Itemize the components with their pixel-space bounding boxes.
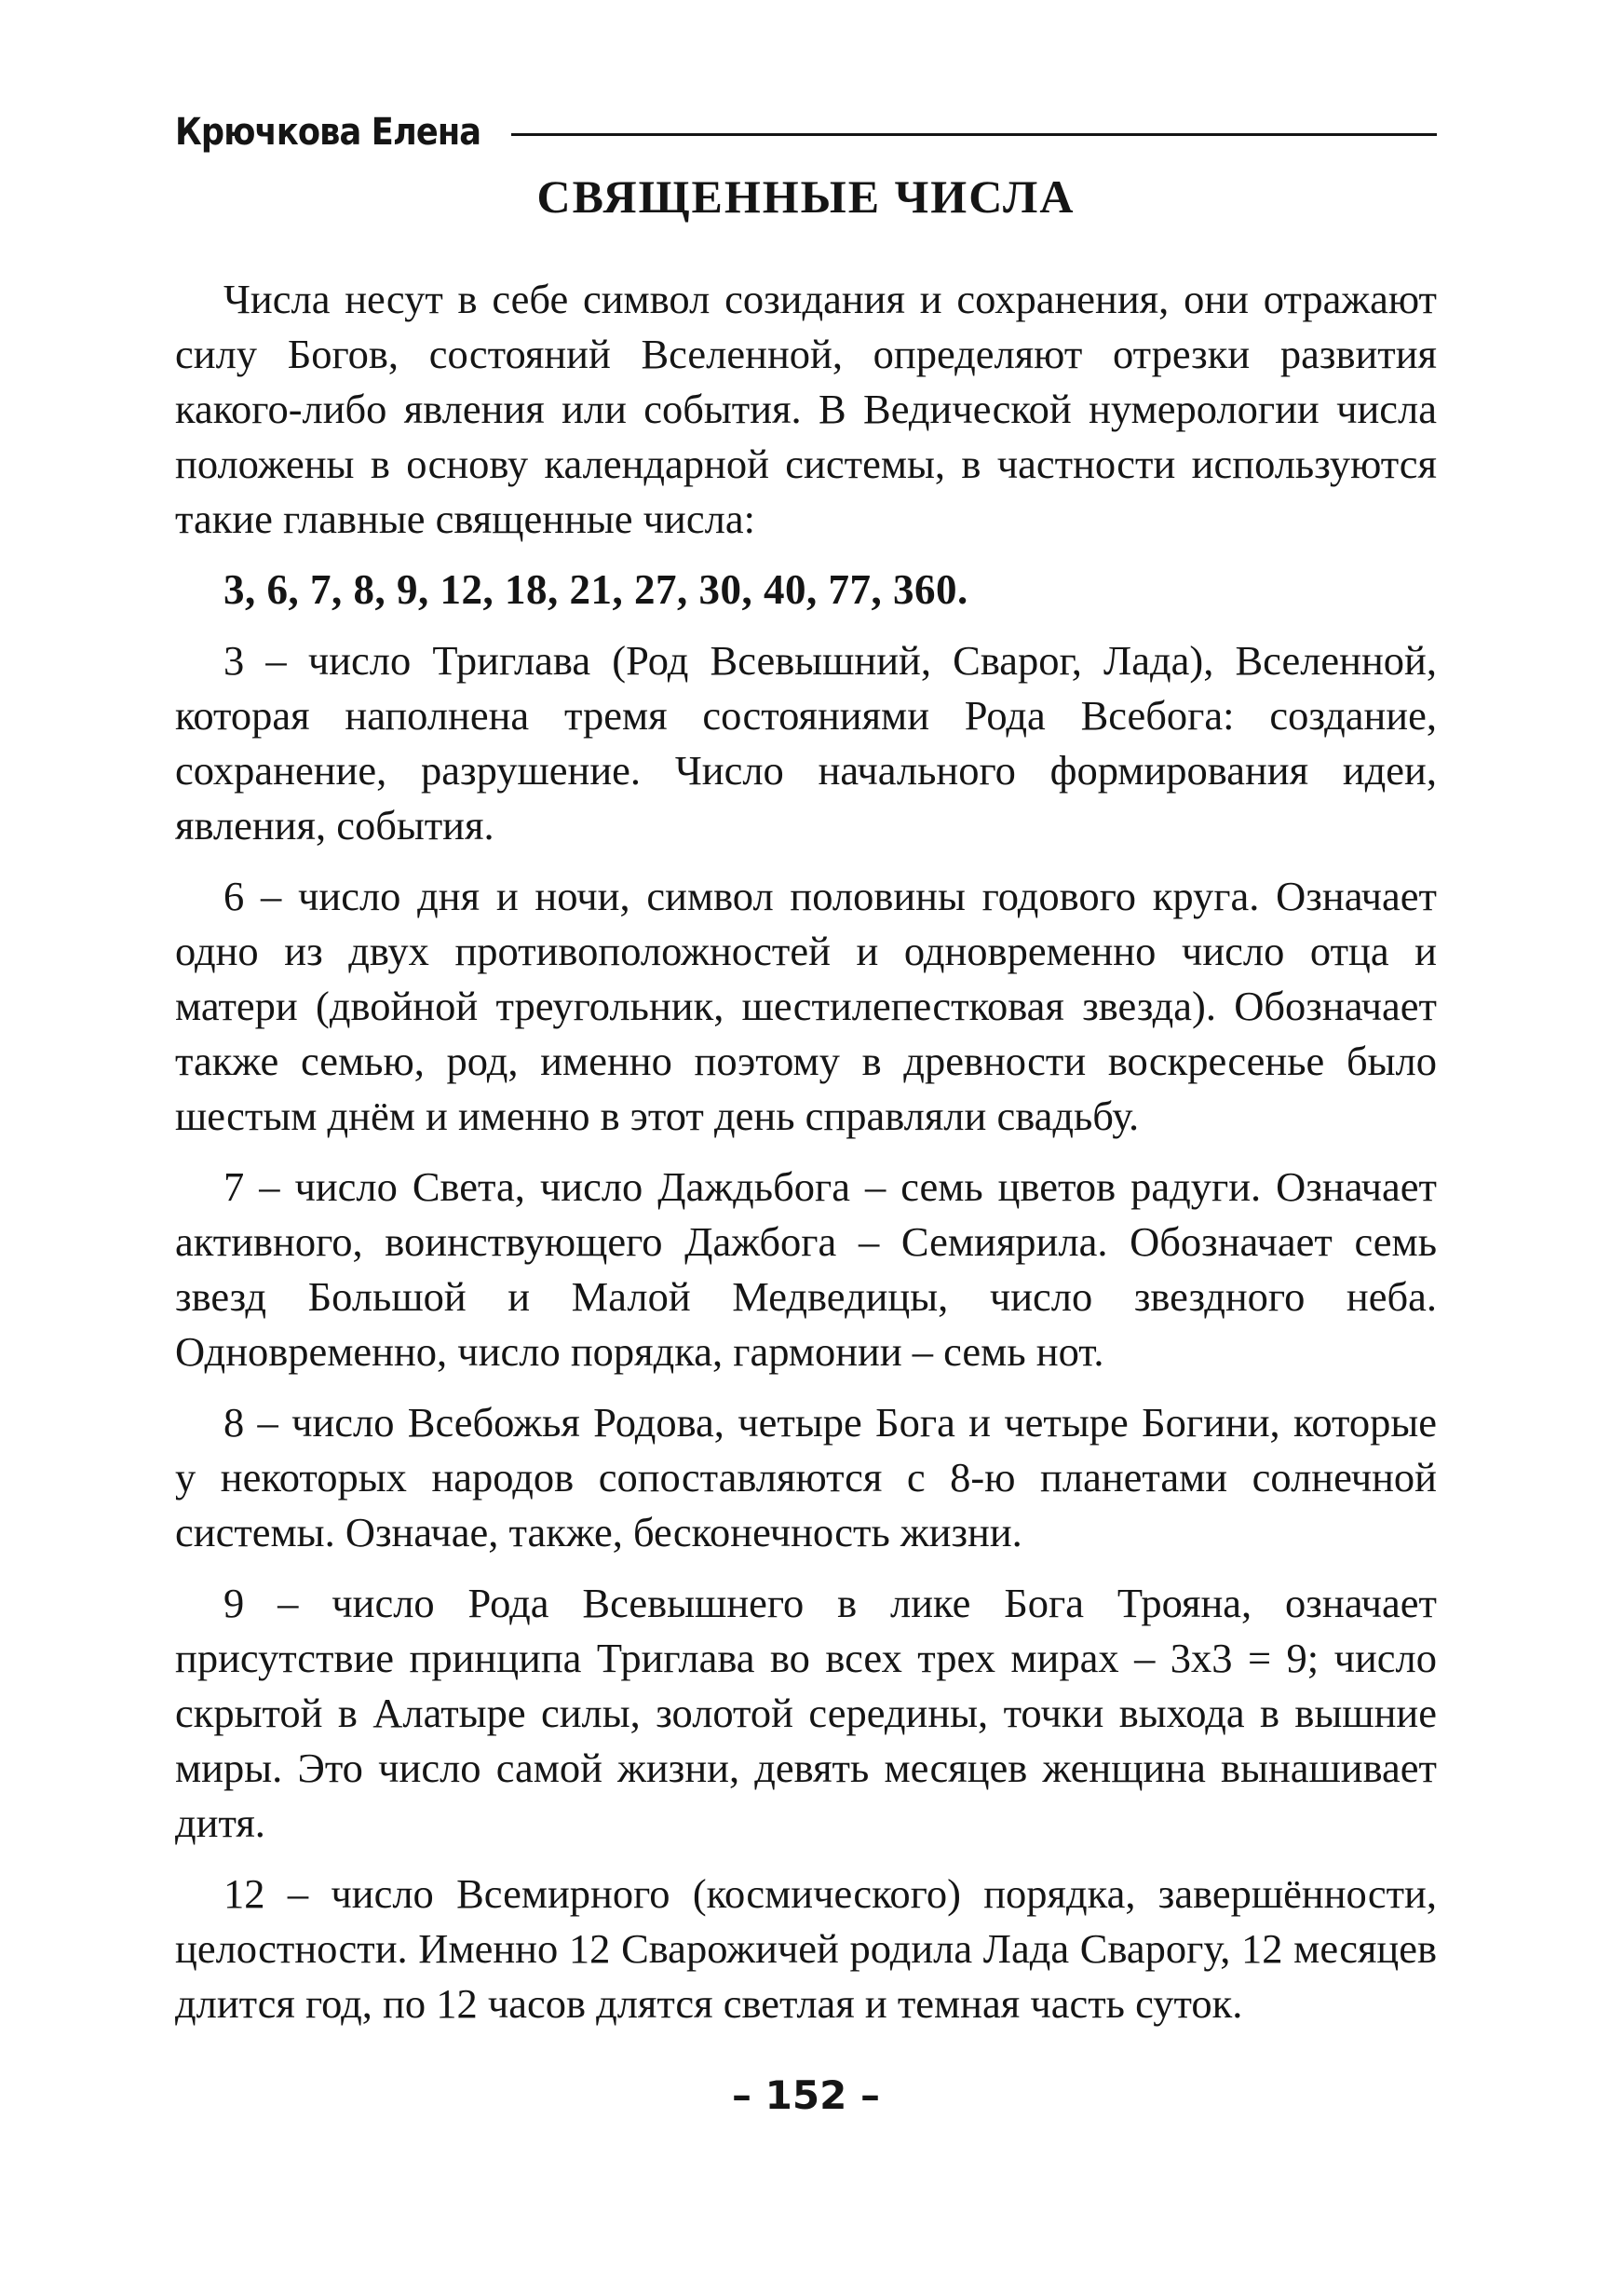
page-title: СВЯЩЕННЫЕ ЧИСЛА <box>536 170 1076 223</box>
running-header <box>175 104 1437 160</box>
paragraph-number-7: 7 – число Света, число Даждьбога – семь цветов радуги. Означает активного, воинствующего Дажбога – Семиярила. Обозначает семь звезд Большой и Малой Медведицы, число звездного неба. Одновременно, число порядка, гармонии – семь нот. <box>175 1163 1437 1375</box>
paragraph-intro: Числа несут в себе символ созидания и сохранения, они отражают силу Богов, состояний Вселенной, определяют отрезки развития какого-либо явления или события. В Ведической нумерологии числа положены в основу календарной системы, в частности используются такие главные священные числа: <box>175 276 1437 542</box>
header-rule <box>511 133 1437 136</box>
sacred-numbers-list: 3, 6, 7, 8, 9, 12, 18, 21, 27, 30, 40, 77, 360. <box>223 566 968 613</box>
body-text <box>175 272 1437 2047</box>
paragraph-number-9: 9 – число Рода Всевышнего в лике Бога Трояна, означает присутствие принципа Триглава во всех трех мирах – 3х3 = 9; число скрытой в Алатыре силы, золотой середины, точки выхода в вышние миры. Это число самой жизни, девять месяцев женщина вынашивает дитя. <box>175 1580 1437 1846</box>
paragraph-number-12: 12 – число Всемирного (космического) порядка, завершённости, целостности. Именно 12 Сварожичей родила Лада Сварогу, 12 месяцев длится год, по 12 часов длятся светлая и темная часть суток. <box>175 1870 1437 2027</box>
paragraph-number-8: 8 – число Всебожья Родова, четыре Бога и четыре Богини, которые у некоторых народов сопоставляются с 8-ю планетами солнечной системы. Означае, также, бесконечность жизни. <box>175 1399 1437 1555</box>
author-name: Крючкова Елена <box>175 111 481 154</box>
paragraph-number-3: 3 – число Триглава (Род Всевышний, Сварог, Лада), Вселенной, которая наполнена тремя состояниями Рода Всебога: создание, сохранение, разрушение. Число начального формирования идеи, явления, события. <box>175 637 1437 849</box>
page-number: – 152 – <box>732 2072 880 2118</box>
paragraph-number-6: 6 – число дня и ночи, символ половины годового круга. Означает одно из двух противоположностей и одновременно число отца и матери (двойной треугольник, шестилепестковая звезда). Обозначает также семью, род, именно поэтому в древности воскресенье было шестым днём и именно в этот день справляли свадьбу. <box>175 873 1437 1139</box>
